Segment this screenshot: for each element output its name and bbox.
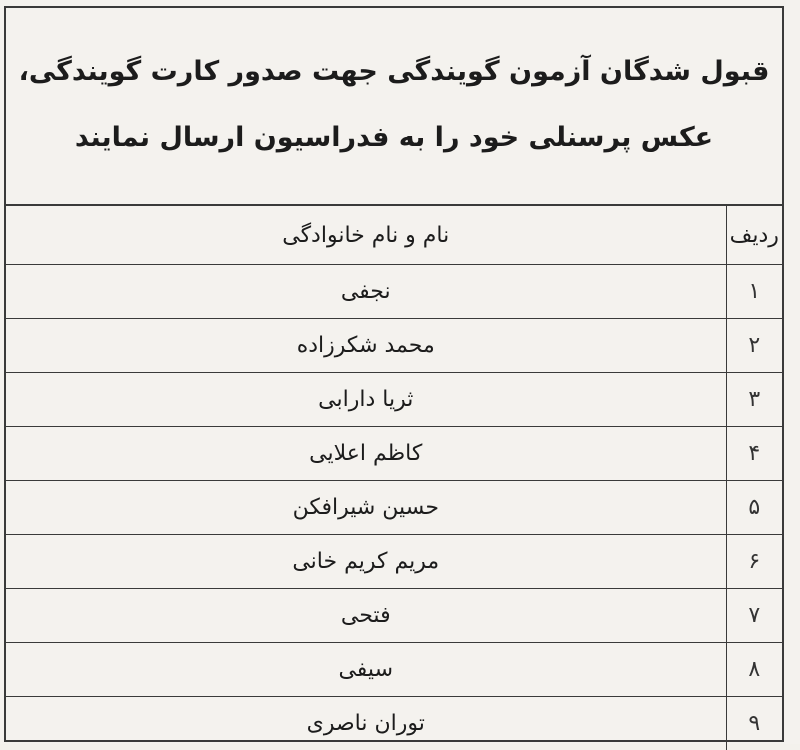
- row-name: کاظم اعلایی: [6, 427, 726, 481]
- table-row: [6, 643, 782, 697]
- row-index: ۱: [726, 265, 782, 319]
- table-row: [6, 265, 782, 319]
- row-name: محمد شکرزاده: [6, 319, 726, 373]
- table-row: [6, 697, 782, 750]
- row-index: ۵: [726, 481, 782, 535]
- table-row: [6, 481, 782, 535]
- notice-title-line-1: قبول شدگان آزمون گویندگی جهت صدور کارت گویندگی،: [6, 52, 782, 92]
- row-name: توران ناصری: [6, 697, 726, 750]
- row-name: حسین شیرافکن: [6, 481, 726, 535]
- row-index: ۴: [726, 427, 782, 481]
- row-name: سیفی: [6, 643, 726, 697]
- table-row: [6, 373, 782, 427]
- notice-frame: [4, 6, 784, 742]
- row-index: ۸: [726, 643, 782, 697]
- row-name: ثریا دارابی: [6, 373, 726, 427]
- column-header-index: ردیف: [726, 206, 782, 265]
- accepted-candidates-table: [6, 206, 782, 750]
- notice-title-line-2: عکس پرسنلی خود را به فدراسیون ارسال نمایند: [6, 118, 782, 158]
- row-index: ۲: [726, 319, 782, 373]
- row-index: ۹: [726, 697, 782, 750]
- notice-header: [6, 8, 782, 206]
- table-row: [6, 589, 782, 643]
- row-name: مریم کریم خانی: [6, 535, 726, 589]
- row-name: فتحی: [6, 589, 726, 643]
- table-row: [6, 427, 782, 481]
- row-index: ۷: [726, 589, 782, 643]
- row-index: ۶: [726, 535, 782, 589]
- table-row: [6, 535, 782, 589]
- row-name: نجفی: [6, 265, 726, 319]
- row-index: ۳: [726, 373, 782, 427]
- table-header-row: [6, 206, 782, 265]
- column-header-name: نام و نام خانوادگی: [6, 206, 726, 265]
- table-row: [6, 319, 782, 373]
